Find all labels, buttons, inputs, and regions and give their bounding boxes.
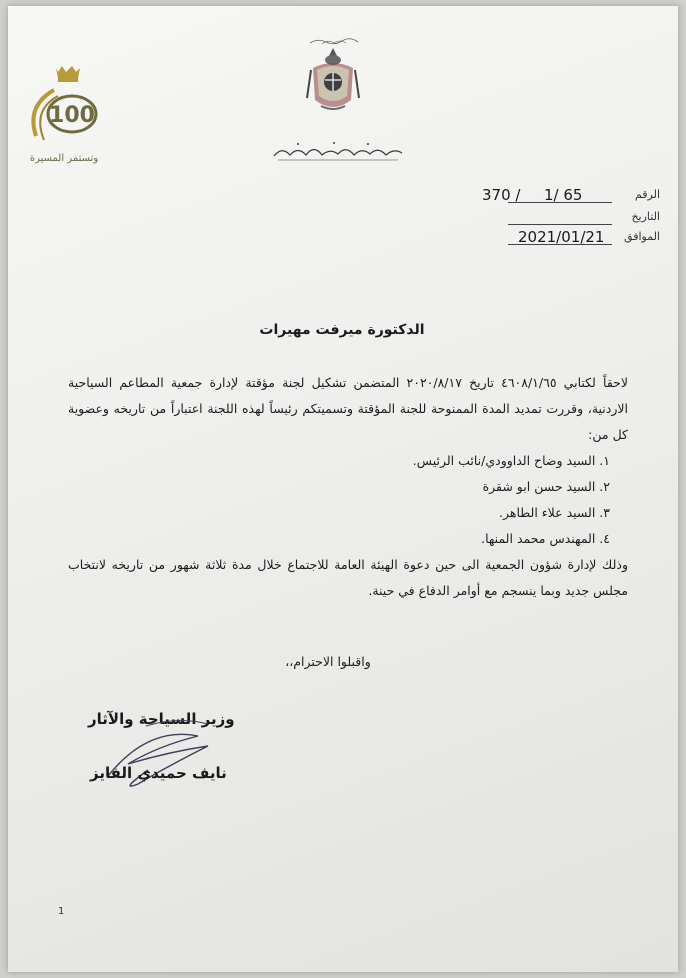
- letter-salutation: الدكتورة ميرفت مهيرات: [259, 322, 425, 338]
- letter-body: [68, 370, 628, 604]
- centenary-logo-icon: [28, 66, 108, 148]
- letter-page: [8, 6, 678, 972]
- reference-gregorian-label: الموافق: [624, 230, 660, 243]
- page-number: 1: [58, 906, 65, 917]
- handwritten-signature: [88, 706, 228, 796]
- centenary-number: 100: [49, 103, 95, 128]
- committee-members-list: [68, 448, 628, 552]
- reference-date-row: [478, 208, 668, 228]
- reference-number-row: [478, 186, 668, 206]
- member-item: ٣. السيد علاء الطاهر.: [499, 505, 610, 520]
- reference-number-part-1: 370 /: [482, 186, 521, 204]
- letter-paragraph-2: وذلك لإدارة شؤون الجمعية الى حين دعوة الهيئة العامة للاجتماع خلال مدة ثلاثة شهور من تاريخه لانتخاب مجلس جديد وبما ينسجم مع أوامر الدفاع في حينة.: [68, 557, 628, 598]
- letter-paragraph-1: لاحقاً لكتابي ٤٦٠٨/١/٦٥ تاريخ ٢٠٢٠/٨/١٧ المتضمن تشكيل لجنة مؤقتة لإدارة جمعية المطاعم السياحية الاردنية، وقررت تمديد المدة الممنوحة للجنة المؤقتة وتسميتكم رئيساً لهذه اللجنة اعتباراً من تاريخه وعضوية كل من:: [68, 375, 628, 442]
- reference-date-label: التاريخ: [631, 210, 660, 223]
- reference-block: [478, 186, 668, 246]
- reference-gregorian-row: [478, 228, 668, 248]
- member-item: ١. السيد وضاح الداوودي/نائب الرئيس.: [412, 453, 610, 468]
- member-item: ٢. السيد حسن ابو شقرة: [482, 479, 610, 494]
- reference-number-label: الرقم: [634, 188, 660, 201]
- letter-closing: واقبلوا الاحترام،،: [285, 654, 371, 669]
- centenary-slogan: وتستمر المسيرة: [29, 153, 99, 164]
- ministry-name-calligraphy: [268, 140, 408, 164]
- reference-gregorian-value: 2021/01/21: [518, 228, 605, 246]
- minister-name: نايف حميدي الفايز: [90, 764, 227, 782]
- reference-number-part-2: 1/ 65: [544, 186, 583, 204]
- jordan-coat-of-arms-icon: [303, 40, 363, 118]
- minister-title: وزير السياحة والآثار: [88, 710, 235, 728]
- member-item: ٤. المهندس محمد المنها.: [481, 531, 610, 546]
